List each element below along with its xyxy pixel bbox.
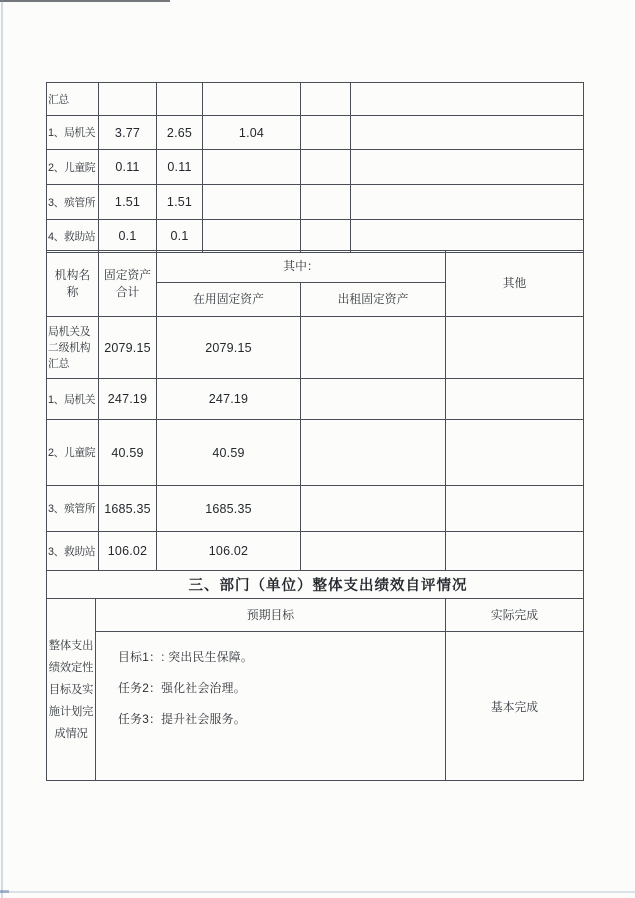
org-label-cell: 1、局机关 <box>47 379 99 420</box>
leased-value-cell <box>301 420 446 486</box>
among-which-header: 其中： <box>157 251 446 283</box>
table-row <box>47 632 584 781</box>
value-cell: 3.77 <box>99 116 157 150</box>
total-value-cell: 106.02 <box>99 532 157 571</box>
value-cell <box>351 116 584 150</box>
value-cell: 1.51 <box>157 185 203 220</box>
in-use-value-cell: 247.19 <box>157 379 301 420</box>
in-use-assets-header: 在用固定资产 <box>157 283 301 317</box>
table-row <box>47 379 584 420</box>
table-header-row <box>47 599 584 632</box>
value-cell <box>157 83 203 116</box>
goal-line-2: 任务2：强化社会治理。 <box>118 681 246 695</box>
org-label-cell: 3、殡管所 <box>47 185 99 220</box>
actual-completion-header: 实际完成 <box>446 599 584 632</box>
org-name-header: 机构名称 <box>47 251 99 317</box>
goal-line-3: 任务3：提升社会服务。 <box>118 712 246 726</box>
total-value-cell: 247.19 <box>99 379 157 420</box>
leased-value-cell <box>301 532 446 571</box>
table-row <box>47 185 584 220</box>
table-row <box>47 150 584 185</box>
in-use-value-cell: 2079.15 <box>157 317 301 379</box>
table-row <box>47 220 584 253</box>
table-header-row <box>47 251 584 283</box>
fixed-assets-total-header: 固定资产合计 <box>99 251 157 317</box>
section-title-row <box>47 571 584 599</box>
leased-assets-header: 出租固定资产 <box>301 283 446 317</box>
other-header: 其他 <box>446 251 584 317</box>
value-cell: 0.1 <box>99 220 157 253</box>
performance-self-eval-table <box>46 570 584 781</box>
value-cell <box>301 83 351 116</box>
section-title: 三、部门（单位）整体支出绩效自评情况 <box>47 571 584 599</box>
org-label-cell: 2、儿童院 <box>47 150 99 185</box>
value-cell: 0.1 <box>157 220 203 253</box>
value-cell <box>203 83 301 116</box>
other-value-cell <box>446 420 584 486</box>
value-cell <box>203 220 301 253</box>
scan-artifact-bottom-left <box>0 890 9 893</box>
table-row <box>47 486 584 532</box>
in-use-value-cell: 40.59 <box>157 420 301 486</box>
scan-artifact-left-edge <box>1 0 3 898</box>
value-cell <box>301 150 351 185</box>
table-row <box>47 83 584 116</box>
org-label-cell: 1、局机关 <box>47 116 99 150</box>
other-value-cell <box>446 532 584 571</box>
eval-row-label: 整体支出绩效定性目标及实施计划完成情况 <box>47 599 96 781</box>
scan-artifact-bottom-edge <box>0 891 635 893</box>
org-label-cell: 4、救助站 <box>47 220 99 253</box>
total-value-cell: 1685.35 <box>99 486 157 532</box>
value-cell <box>351 83 584 116</box>
leased-value-cell <box>301 486 446 532</box>
value-cell <box>351 150 584 185</box>
value-cell <box>301 220 351 253</box>
leased-value-cell <box>301 317 446 379</box>
org-label-cell: 2、儿童院 <box>47 420 99 486</box>
table-row <box>47 116 584 150</box>
value-cell: 0.11 <box>99 150 157 185</box>
value-cell: 2.65 <box>157 116 203 150</box>
value-cell: 0.11 <box>157 150 203 185</box>
value-cell <box>203 185 301 220</box>
value-cell <box>301 185 351 220</box>
org-label-cell: 局机关及二级机构汇总 <box>47 317 99 379</box>
org-label-cell: 3、殡管所 <box>47 486 99 532</box>
in-use-value-cell: 1685.35 <box>157 486 301 532</box>
assets-continuation-table <box>46 82 584 253</box>
in-use-value-cell: 106.02 <box>157 532 301 571</box>
expected-goal-header: 预期目标 <box>96 599 446 632</box>
value-cell <box>351 220 584 253</box>
table-row <box>47 317 584 379</box>
total-value-cell: 40.59 <box>99 420 157 486</box>
org-label-cell: 汇总 <box>47 83 99 116</box>
org-label-cell: 3、救助站 <box>47 532 99 571</box>
expected-goals-cell <box>96 632 446 781</box>
value-cell <box>203 150 301 185</box>
leased-value-cell <box>301 379 446 420</box>
value-cell <box>301 116 351 150</box>
scan-artifact-top-edge <box>0 0 170 2</box>
other-value-cell <box>446 486 584 532</box>
other-value-cell <box>446 379 584 420</box>
value-cell <box>351 185 584 220</box>
other-value-cell <box>446 317 584 379</box>
fixed-assets-table <box>46 250 584 571</box>
value-cell <box>99 83 157 116</box>
value-cell: 1.51 <box>99 185 157 220</box>
value-cell: 1.04 <box>203 116 301 150</box>
table-row <box>47 532 584 571</box>
total-value-cell: 2079.15 <box>99 317 157 379</box>
goal-line-1: 目标1：: 突出民生保障。 <box>118 650 253 664</box>
actual-completion-cell: 基本完成 <box>446 632 584 781</box>
table-row <box>47 420 584 486</box>
